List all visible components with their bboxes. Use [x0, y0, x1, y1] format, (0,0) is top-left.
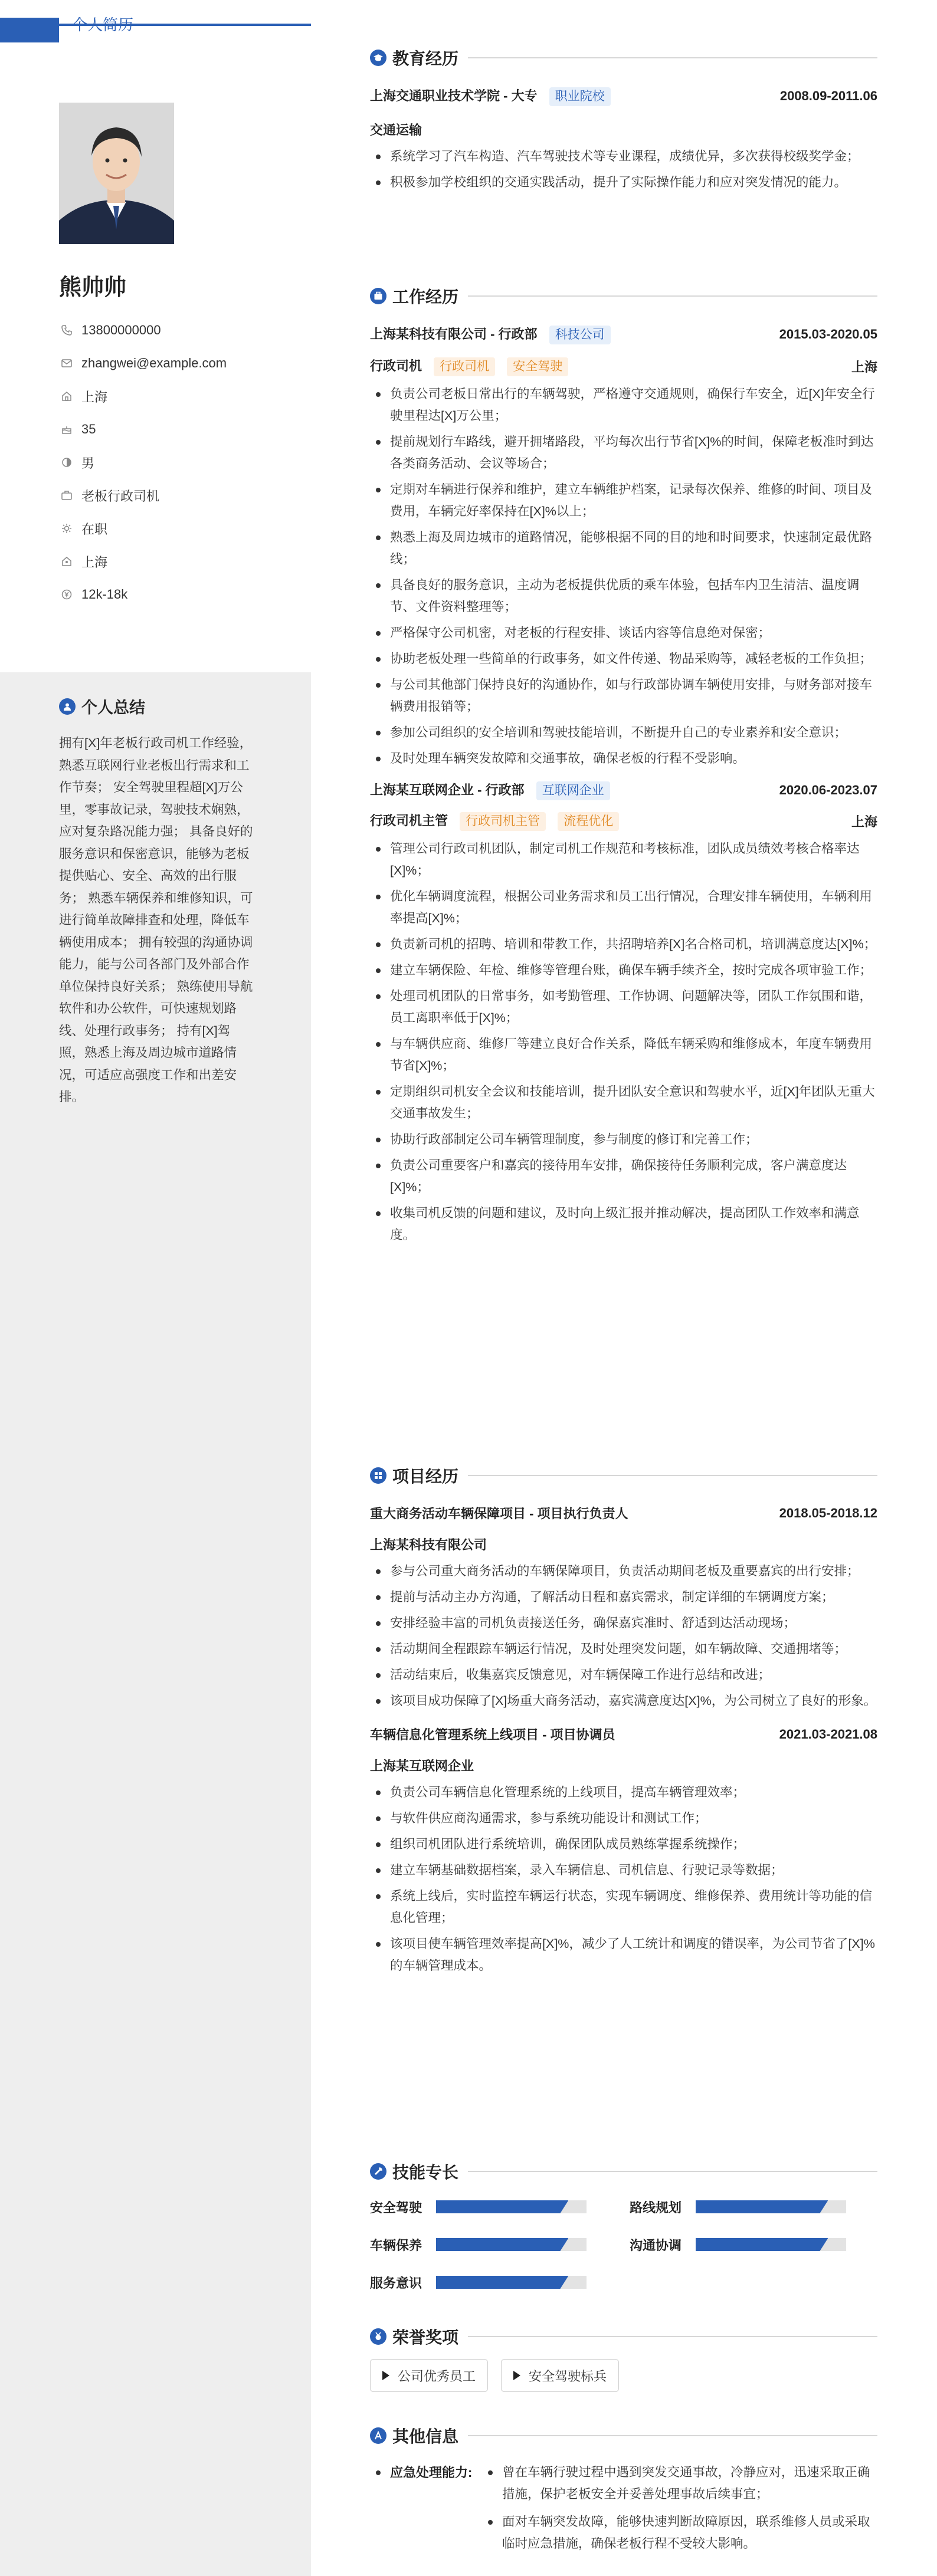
job-period: 2020.06-2023.07 — [779, 783, 877, 797]
school-tag: 职业院校 — [549, 87, 611, 106]
job-role-row — [370, 356, 877, 376]
education-school-group — [370, 86, 611, 106]
banner-accent-block — [0, 18, 59, 42]
skill-level-fill — [436, 2238, 568, 2251]
info-location — [59, 545, 227, 578]
company-tag: 互联网企业 — [536, 781, 610, 800]
hometown: 上海 — [81, 389, 108, 405]
skill-name: 路线规划 — [630, 2200, 682, 2215]
skill-item — [370, 2195, 630, 2219]
employment-status: 在职 — [81, 521, 108, 537]
briefcase-icon — [370, 288, 386, 304]
project-header-row — [370, 1725, 877, 1743]
list-item: 活动结束后，收集嘉宾反馈意见，对车辆保障工作进行总结和改进； — [370, 1664, 877, 1686]
list-item: 参加公司组织的安全培训和驾驶技能培训，不断提升自己的专业素养和安全意识； — [370, 722, 877, 744]
project-org-row — [370, 1756, 877, 1775]
skill-level-fill — [436, 2276, 568, 2289]
project-bullets — [370, 1782, 877, 1977]
award-badge — [501, 2359, 619, 2392]
info-salary — [59, 578, 227, 611]
home-icon — [59, 389, 74, 404]
job-company: 上海某科技有限公司 - 行政部 — [370, 327, 538, 341]
info-letter-icon — [370, 2427, 386, 2444]
work-title: 工作经历 — [392, 288, 459, 306]
work-section — [370, 283, 877, 1250]
projects-section — [370, 1463, 877, 1981]
section-divider — [468, 1475, 877, 1476]
job-header-row — [370, 324, 877, 344]
awards-heading — [370, 2324, 877, 2350]
location-icon — [59, 554, 74, 569]
list-item: 熟悉上海及周边城市的道路情况，能够根据不同的目的地和时间要求，快速制定最优路线； — [370, 527, 877, 570]
skill-item — [370, 2233, 630, 2256]
skills-grid — [370, 2195, 877, 2294]
list-item: 组织司机团队进行系统培训，确保团队成员熟练掌握系统操作； — [370, 1834, 877, 1855]
skill-name: 安全驾驶 — [370, 2200, 422, 2215]
person-portrait-icon — [59, 103, 174, 244]
job-role-group — [370, 811, 619, 831]
list-item: 管理公司行政司机团队，制定司机工作规范和考核标准，团队成员绩效考核合格率达[X]%； — [370, 838, 877, 882]
list-item: 定期对车辆进行保养和维护，建立车辆维护档案，记录每次保养、维修的时间、项目及费用，车辆完好率保持在[X]%以上； — [370, 479, 877, 523]
skills-title: 技能专长 — [392, 2163, 459, 2181]
section-divider — [468, 57, 877, 58]
medal-icon — [370, 2328, 386, 2345]
job-bullets — [370, 383, 877, 770]
skills-section — [370, 2158, 877, 2294]
list-item: 建立车辆保险、年检、维修等管理台账，确保车辆手续齐全，按时完成各项审验工作； — [370, 960, 877, 981]
job-role-group — [370, 356, 568, 376]
list-item: 面对车辆突发故障，能够快速判断故障原因，联系维修人员或采取临时应急措施，确保老板行程不受较大影响。 — [482, 2511, 877, 2555]
info-phone — [59, 314, 227, 347]
project-entry — [370, 1504, 877, 1712]
list-item: 负责公司老板日常出行的车辆驾驶，严格遵守交通规则，确保行车安全，近[X]年安全行驶里程达[X]万公里； — [370, 383, 877, 427]
status-icon — [59, 521, 74, 536]
list-item: 及时处理车辆突发故障和交通事故，确保老板的行程不受影响。 — [370, 748, 877, 770]
project-name: 车辆信息化管理系统上线项目 - 项目协调员 — [370, 1727, 615, 1742]
skill-name: 车辆保养 — [370, 2237, 422, 2253]
job-role: 行政司机主管 — [370, 813, 448, 828]
list-item: 具备良好的服务意识，主动为老板提供优质的乘车体验，包括车内卫生清洁、温度调节、文件资料整理等； — [370, 574, 877, 618]
project-bullets — [370, 1560, 877, 1712]
job-entry — [370, 324, 877, 770]
list-item: 严格保守公司机密，对老板的行程安排、谈话内容等信息绝对保密； — [370, 622, 877, 644]
projects-title: 项目经历 — [392, 1467, 459, 1486]
info-age — [59, 413, 227, 446]
skill-bar — [696, 2238, 846, 2251]
section-divider — [468, 295, 877, 297]
job-period: 2015.03-2020.05 — [779, 327, 877, 341]
job-role-row — [370, 811, 877, 831]
award-label: 公司优秀员工 — [398, 2368, 476, 2384]
phone-number: 13800000000 — [81, 323, 161, 337]
education-period: 2008.09-2011.06 — [779, 88, 877, 103]
award-label: 安全驾驶标兵 — [529, 2368, 607, 2384]
awards-list — [370, 2359, 877, 2392]
skill-bar — [436, 2238, 587, 2251]
list-item: 与车辆供应商、维修厂等建立良好合作关系，降低车辆采购和维修成本，年度车辆费用节省[X]%； — [370, 1033, 877, 1077]
skills-heading — [370, 2158, 877, 2184]
job-city: 上海 — [851, 814, 877, 829]
wrench-icon — [370, 2163, 386, 2180]
skill-level-fill — [696, 2238, 828, 2251]
job-header-row — [370, 780, 877, 800]
section-divider — [468, 2171, 877, 2172]
list-item: 定期组织司机安全会议和技能培训，提升团队安全意识和驾驶水平，近[X]年团队无重大交通事故发生； — [370, 1081, 877, 1125]
salary-icon — [59, 587, 74, 602]
job-city: 上海 — [851, 359, 877, 374]
job-company-group — [370, 324, 611, 344]
list-item: 安排经验丰富的司机负责接送任务，确保嘉宾准时、舒适到达活动现场； — [370, 1612, 877, 1634]
job-bullets — [370, 838, 877, 1246]
education-major-row — [370, 120, 877, 139]
age-icon — [59, 422, 74, 437]
info-email — [59, 347, 227, 380]
project-header-row — [370, 1504, 877, 1522]
skill-item — [630, 2195, 877, 2219]
list-item: 负责公司重要客户和嘉宾的接待用车安排，确保接待任务顺利完成，客户满意度达[X]%； — [370, 1155, 877, 1198]
info-hometown — [59, 380, 227, 413]
role-tag: 安全驾驶 — [507, 357, 568, 376]
list-item: 该项目使车辆管理效率提高[X]%，减少了人工统计和调度的错误率，为公司节省了[X]%的车辆管理成本。 — [370, 1933, 877, 1977]
project-entry — [370, 1725, 877, 1977]
email-address: zhangwei@example.com — [81, 356, 227, 370]
gender: 男 — [81, 455, 95, 471]
project-period: 2021.03-2021.08 — [779, 1726, 877, 1742]
candidate-name: 熊帅帅 — [59, 275, 127, 300]
skill-name: 服务意识 — [370, 2275, 422, 2291]
work-location: 上海 — [81, 554, 108, 570]
list-item: 该项目成功保障了[X]场重大商务活动，嘉宾满意度达[X]%，为公司树立了良好的形象。 — [370, 1690, 877, 1712]
skill-level-fill — [436, 2200, 568, 2213]
info-gender — [59, 446, 227, 479]
projects-heading — [370, 1463, 877, 1489]
list-item: 积极参加学校组织的交通实践活动，提升了实际操作能力和应对突发情况的能力。 — [370, 172, 877, 193]
awards-title: 荣誉奖项 — [392, 2328, 459, 2347]
summary-heading — [59, 695, 145, 718]
skill-name: 沟通协调 — [630, 2237, 682, 2253]
phone-icon — [59, 323, 74, 338]
play-triangle-icon — [513, 2371, 520, 2380]
awards-section — [370, 2324, 877, 2392]
job-company-group — [370, 780, 610, 800]
skill-item — [630, 2233, 877, 2256]
list-item: 建立车辆基础数据档案，录入车辆信息、司机信息、行驶记录等数据； — [370, 1859, 877, 1881]
play-triangle-icon — [382, 2371, 389, 2380]
list-item: 协助老板处理一些简单的行政事务，如文件传递、物品采购等，减轻老板的工作负担； — [370, 648, 877, 670]
other-section — [370, 2423, 877, 2561]
skill-bar — [696, 2200, 846, 2213]
company-tag: 科技公司 — [549, 326, 611, 344]
briefcase-icon — [59, 488, 74, 503]
other-label: 应急处理能力: — [370, 2462, 482, 2561]
education-bullets — [370, 146, 877, 193]
other-title: 其他信息 — [392, 2427, 459, 2446]
list-item: 协助行政部制定公司车辆管理制度，参与制度的修订和完善工作； — [370, 1129, 877, 1151]
list-item: 优化车辆调度流程，根据公司业务需求和员工出行情况，合理安排车辆使用，车辆利用率提高[X]%； — [370, 886, 877, 929]
education-title: 教育经历 — [392, 50, 459, 68]
project-period: 2018.05-2018.12 — [779, 1505, 877, 1520]
list-item: 负责新司机的招聘、培训和带教工作，共招聘培养[X]名合格司机，培训满意度达[X]%； — [370, 934, 877, 955]
job-entry — [370, 780, 877, 1246]
job-role: 行政司机 — [370, 359, 422, 373]
mail-icon — [59, 356, 74, 371]
other-bullets — [482, 2462, 877, 2561]
list-item: 曾在车辆行驶过程中遇到突发交通事故，冷静应对，迅速采取正确措施，保护老板安全并妥善处理事故后续事宜； — [482, 2462, 877, 2505]
education-header-row — [370, 86, 877, 106]
summary-text: 拥有[X]年老板行政司机工作经验，熟悉互联网行业老板出行需求和工作节奏； 安全驾驶里程超[X]万公里，零事故记录，驾驶技术娴熟，应对复杂路况能力强； 具备良好的服务意识和保密意识，能够为老板提供贴心、安全、高效的出行服务； 熟悉车辆保养和维修知识，可进行简单故障排查和处理，降低车辆使用成本； 拥有较强的沟通协调能力，能与公司各部门及外部合作单位保持良好关系； 熟练使用导航软件和办公软件，可快速规划路线、处理行政事务； 持有[X]驾照，熟悉上海及周边城市道路情况，可适应高强度工作和出差安排。 — [59, 736, 253, 1104]
resume-title: 个人简历 — [72, 16, 134, 34]
top-banner — [0, 0, 937, 50]
gender-icon — [59, 455, 74, 470]
education-heading — [370, 45, 877, 71]
section-divider — [468, 2435, 877, 2436]
award-badge — [370, 2359, 488, 2392]
major: 交通运输 — [370, 123, 422, 137]
user-icon — [59, 698, 76, 715]
summary-title: 个人总结 — [81, 699, 145, 717]
education-section — [370, 45, 877, 198]
skill-item — [370, 2271, 630, 2294]
other-row — [370, 2462, 877, 2561]
skill-bar — [436, 2276, 587, 2289]
list-item: 参与公司重大商务活动的车辆保障项目，负责活动期间老板及重要嘉宾的出行安排； — [370, 1560, 877, 1582]
list-item: 活动期间全程跟踪车辆运行情况，及时处理突发问题，如车辆故障、交通拥堵等； — [370, 1638, 877, 1660]
age: 35 — [81, 422, 96, 436]
expected-salary: 12k-18k — [81, 587, 128, 602]
job-company: 上海某互联网企业 - 行政部 — [370, 783, 525, 797]
section-divider — [468, 2336, 877, 2337]
school-name: 上海交通职业技术学院 - 大专 — [370, 88, 538, 103]
project-org: 上海某互联网企业 — [370, 1759, 474, 1773]
info-status — [59, 512, 227, 545]
project-name: 重大商务活动车辆保障项目 - 项目执行负责人 — [370, 1506, 628, 1521]
project-org: 上海某科技有限公司 — [370, 1537, 487, 1552]
role-tag: 行政司机主管 — [460, 812, 546, 831]
skill-level-fill — [696, 2200, 828, 2213]
list-item: 与公司其他部门保持良好的沟通协作，如与行政部协调车辆使用安排，与财务部对接车辆费用报销等； — [370, 674, 877, 718]
list-item: 提前与活动主办方沟通，了解活动日程和嘉宾需求，制定详细的车辆调度方案； — [370, 1586, 877, 1608]
list-item: 负责公司车辆信息化管理系统的上线项目，提高车辆管理效率； — [370, 1782, 877, 1803]
skill-bar — [436, 2200, 587, 2213]
info-job-target — [59, 479, 227, 512]
list-item: 提前规划行车路线，避开拥堵路段，平均每次出行节省[X]%的时间，保障老板准时到达各类商务活动、会议等场合； — [370, 431, 877, 475]
grid-icon — [370, 1467, 386, 1484]
list-item: 系统学习了汽车构造、汽车驾驶技术等专业课程，成绩优异，多次获得校级奖学金； — [370, 146, 877, 167]
role-tag: 流程优化 — [558, 812, 619, 831]
job-target: 老板行政司机 — [81, 488, 160, 504]
project-org-row — [370, 1535, 877, 1553]
list-item: 系统上线后，实时监控车辆运行状态，实现车辆调度、维修保养、费用统计等功能的信息化管理； — [370, 1885, 877, 1929]
profile-photo — [59, 103, 174, 244]
graduation-cap-icon — [370, 50, 386, 66]
list-item: 处理司机团队的日常事务，如考勤管理、工作协调、问题解决等，团队工作氛围和谐，员工离职率低于[X]%； — [370, 985, 877, 1029]
list-item: 与软件供应商沟通需求，参与系统功能设计和测试工作； — [370, 1808, 877, 1829]
role-tag: 行政司机 — [434, 357, 495, 376]
list-item: 收集司机反馈的问题和建议，及时向上级汇报并推动解决，提高团队工作效率和满意度。 — [370, 1202, 877, 1246]
contact-info-list — [59, 314, 227, 611]
other-heading — [370, 2423, 877, 2449]
work-heading — [370, 283, 877, 309]
